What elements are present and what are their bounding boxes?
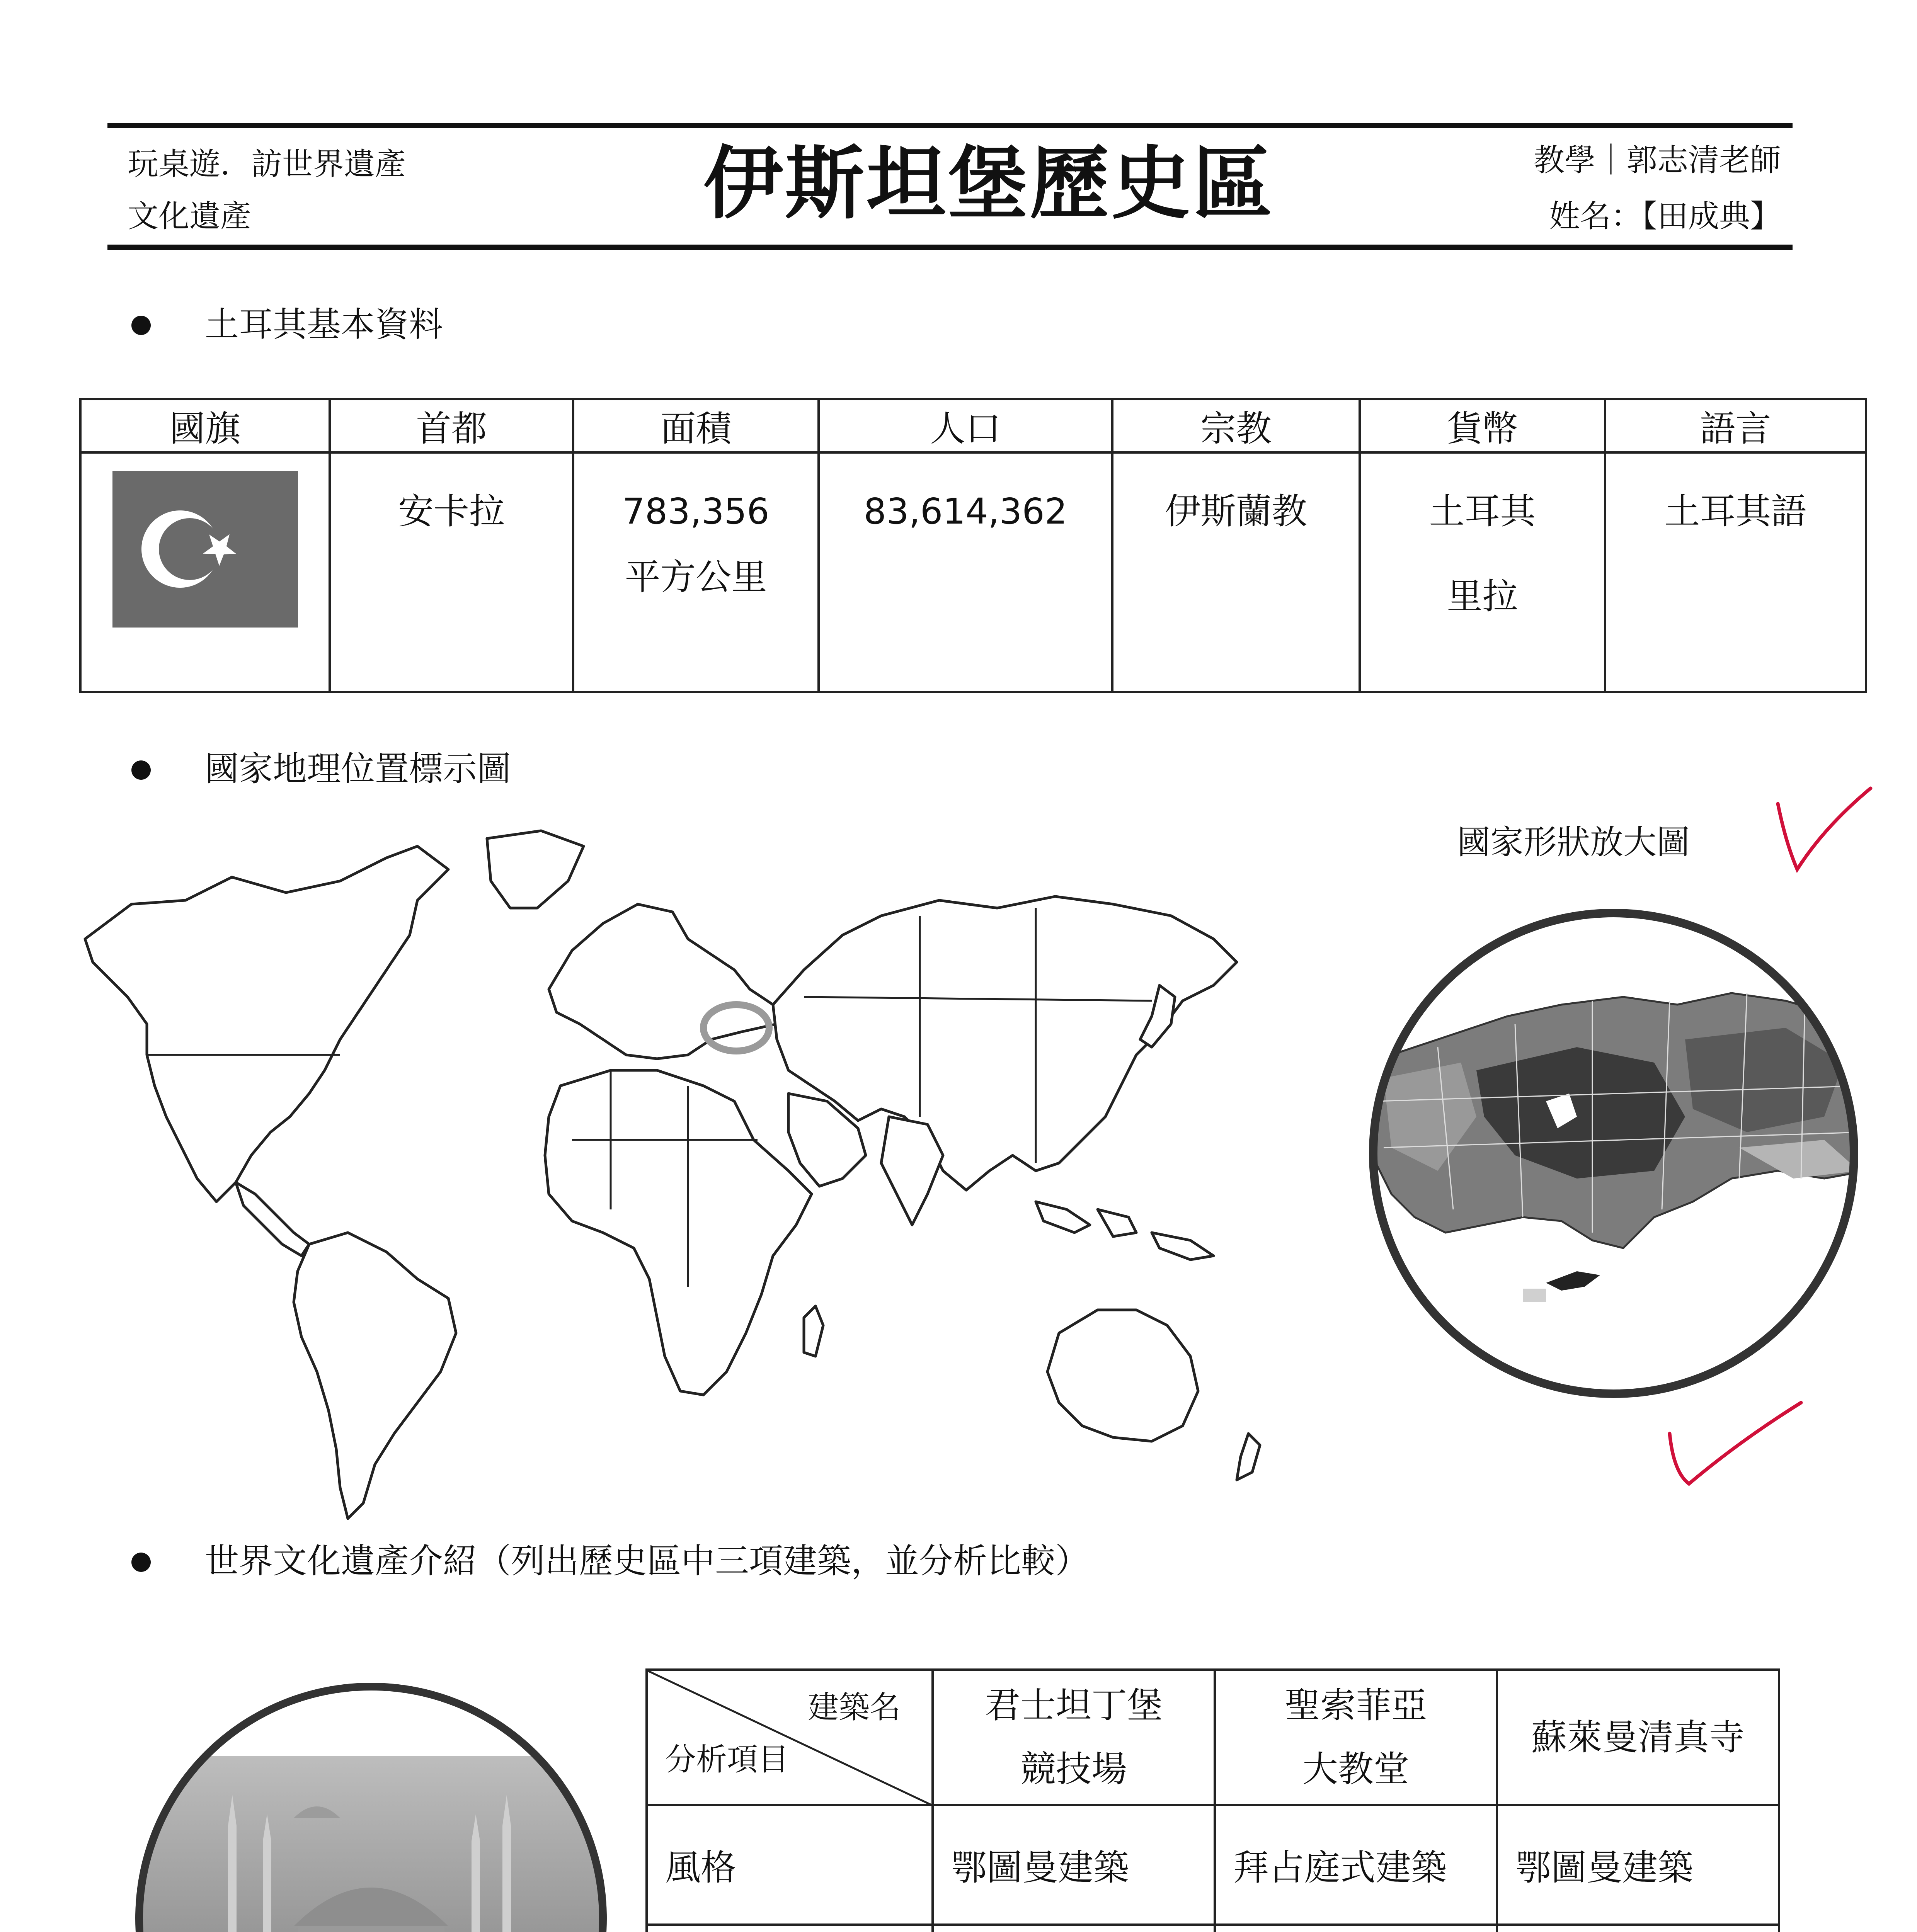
info-header-capital: 首都 xyxy=(330,399,573,452)
info-table-data-row xyxy=(80,452,1866,692)
enlarged-map-caption: 國家形狀放大圖 xyxy=(1457,823,1690,862)
info-capital-value xyxy=(330,452,573,692)
style-value-2: 拜占庭式建築 xyxy=(1215,1805,1497,1925)
completed-value-3 xyxy=(1497,1925,1779,1932)
header-bottom-rule xyxy=(107,245,1793,250)
bullet-icon xyxy=(131,760,151,780)
building-header-2 xyxy=(1215,1670,1497,1805)
heritage-row-completed xyxy=(647,1925,1779,1932)
building-1-line2: 競技場 xyxy=(1020,1748,1127,1790)
building-2-line2: 大教堂 xyxy=(1302,1748,1409,1790)
currency-line2: 里拉 xyxy=(1447,576,1518,617)
header-series: 玩桌遊．訪世界遺產 xyxy=(128,146,406,182)
building-header-1 xyxy=(933,1670,1215,1805)
language-text: 土耳其語 xyxy=(1664,491,1807,532)
area-number: 783,356 xyxy=(622,491,770,532)
diag-top-label: 建築名 xyxy=(808,1689,901,1725)
hagia-sophia-photo xyxy=(131,1679,611,1932)
info-area-value xyxy=(573,452,819,692)
info-header-area: 面積 xyxy=(573,399,819,452)
header-teacher: 教學｜郭志清老師 xyxy=(1534,142,1781,178)
diag-bottom-label: 分析項目 xyxy=(665,1742,789,1777)
building-header-3 xyxy=(1497,1670,1779,1805)
capital-text: 安卡拉 xyxy=(398,491,505,532)
currency-line1: 土耳其 xyxy=(1429,491,1536,532)
header-student-name: 姓名：【田成典】 xyxy=(1549,198,1781,234)
style-value-3: 鄂圖曼建築 xyxy=(1497,1805,1779,1925)
header-top-rule xyxy=(107,123,1793,128)
building-1-line1: 君士坦丁堡 xyxy=(984,1685,1163,1726)
info-header-flag: 國旗 xyxy=(80,399,330,452)
heritage-row-style xyxy=(647,1805,1779,1925)
info-table-header-row xyxy=(80,399,1866,452)
religion-text: 伊斯蘭教 xyxy=(1165,491,1307,532)
basic-info-table xyxy=(79,398,1867,693)
heritage-comparison-table xyxy=(645,1668,1780,1932)
info-header-population: 人口 xyxy=(819,399,1112,452)
section-basic-info-heading: 土耳其基本資料 xyxy=(205,304,443,344)
world-map-image xyxy=(70,823,1384,1534)
turkey-flag-icon xyxy=(112,471,298,628)
info-header-currency: 貨幣 xyxy=(1360,399,1605,452)
heritage-header-row xyxy=(647,1670,1779,1805)
info-population-value xyxy=(819,452,1112,692)
style-value-1: 鄂圖曼建築 xyxy=(933,1805,1215,1925)
completed-value-2 xyxy=(1215,1925,1497,1932)
info-language-value xyxy=(1605,452,1866,692)
info-flag-cell xyxy=(80,452,330,692)
bullet-icon xyxy=(131,316,151,335)
page-title: 伊斯坦堡歷史區 xyxy=(703,137,1274,230)
section-heritage-heading: 世界文化遺產介紹（列出歷史區中三項建築，並分析比較） xyxy=(205,1541,1090,1581)
turkey-enlarged-map-image xyxy=(1360,900,1867,1406)
info-header-religion: 宗教 xyxy=(1112,399,1360,452)
diagonal-header-cell xyxy=(647,1670,933,1805)
building-3-line1: 蘇萊曼清真寺 xyxy=(1531,1716,1745,1758)
info-header-language: 語言 xyxy=(1605,399,1866,452)
building-2-line1: 聖索菲亞 xyxy=(1284,1685,1427,1726)
info-currency-value xyxy=(1360,452,1605,692)
bullet-icon xyxy=(131,1553,151,1572)
section-geo-map-heading: 國家地理位置標示圖 xyxy=(205,749,511,789)
completed-value-1 xyxy=(933,1925,1215,1932)
checkmark-icon xyxy=(1770,781,1878,881)
checkmark-icon xyxy=(1662,1395,1809,1495)
population-text: 83,614,362 xyxy=(863,491,1067,532)
info-religion-value xyxy=(1112,452,1360,692)
row-label-style: 風格 xyxy=(647,1805,933,1925)
area-unit: 平方公里 xyxy=(625,556,767,598)
header-category: 文化遺產 xyxy=(128,198,251,234)
row-label-completed xyxy=(647,1925,933,1932)
